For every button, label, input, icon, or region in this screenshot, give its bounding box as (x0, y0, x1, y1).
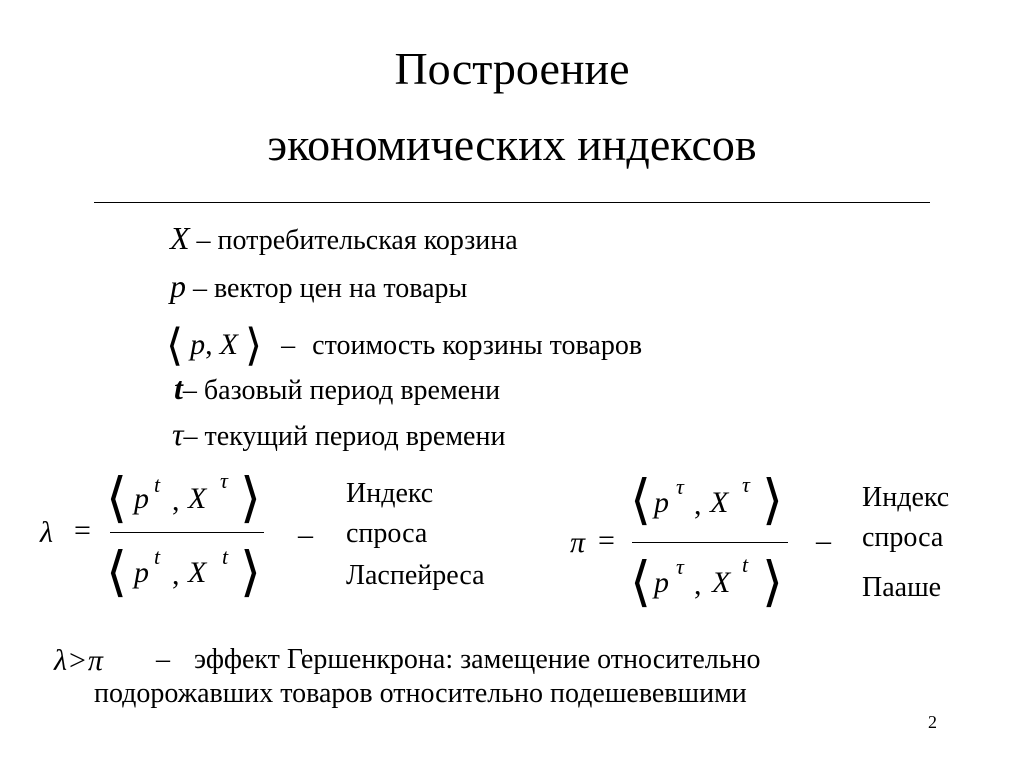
symbol-tau: τ (172, 416, 184, 452)
paasche-label-line1: Индекс (862, 482, 950, 513)
comma: , (172, 484, 180, 517)
angle-bracket-left: ⟨ (630, 470, 652, 530)
page-number: 2 (928, 712, 937, 732)
symbol-p: p (190, 328, 206, 361)
symbol-t: t (174, 370, 183, 406)
symbol-X: X (219, 328, 238, 361)
formula-dash: – (816, 524, 831, 557)
angle-bracket-left: ⟨ (630, 552, 652, 612)
symbol-pi: π (570, 526, 586, 559)
laspeyres-label-line3: Ласпейреса (346, 560, 485, 591)
symbol-pi: π (87, 644, 103, 677)
definition-dash: – (196, 225, 211, 256)
definition-text: стоимость корзины товаров (312, 330, 643, 361)
definition-text: базовый период времени (203, 375, 501, 406)
gerschenkron-inequality (54, 644, 103, 678)
denominator-p-superscript: t (154, 544, 161, 569)
definition-text: вектор цен на товары (214, 273, 468, 304)
numerator-X: X (710, 486, 729, 519)
formula-dash: – (298, 518, 313, 551)
denominator-X: X (712, 566, 731, 599)
definition-dash: – (182, 375, 197, 406)
denominator-X-superscript: t (742, 552, 749, 577)
definition-basket-cost (166, 318, 643, 370)
definition-dash: – (183, 421, 198, 452)
definition-dash: – (193, 273, 207, 304)
numerator-p-superscript: t (154, 472, 161, 497)
numerator-p-superscript: τ (676, 474, 684, 499)
denominator-X: X (188, 556, 207, 589)
numerator-X: X (188, 482, 207, 515)
angle-bracket-left: ⟨ (166, 321, 184, 370)
definition-basket (170, 222, 518, 255)
symbol-lambda: λ (40, 516, 53, 549)
equals-sign: = (74, 514, 91, 547)
numerator-X-superscript: τ (220, 468, 228, 493)
comma: , (205, 328, 213, 361)
angle-bracket-left: ⟨ (106, 468, 128, 528)
angle-bracket-right: ⟩ (762, 552, 784, 612)
numerator-p: p (654, 486, 669, 519)
angle-bracket-right: ⟩ (762, 470, 784, 530)
angle-bracket-right: ⟩ (240, 542, 262, 602)
numerator-p: p (134, 482, 149, 515)
conclusion-line2: подорожавших товаров относительно подешевевшими (94, 678, 747, 709)
conclusion-line1: эффект Гершенкрона: замещение относительно (194, 644, 761, 675)
definition-text: потребительская корзина (217, 225, 518, 256)
title-divider (94, 202, 930, 203)
equals-sign: = (598, 524, 615, 557)
slide-title-line2: экономических индексов (267, 119, 757, 170)
denominator-p: p (134, 556, 149, 589)
fraction-bar (632, 542, 788, 543)
definition-current-period (172, 418, 505, 451)
angle-bracket-left: ⟨ (106, 542, 128, 602)
slide-title-line1: Построение (394, 43, 630, 94)
denominator-p: p (654, 566, 669, 599)
definition-dash: – (281, 330, 296, 361)
definition-text: текущий период времени (204, 421, 506, 452)
fraction-bar (110, 532, 264, 533)
definition-base-period (174, 372, 500, 405)
comma: , (172, 558, 180, 591)
greater-than-sign: > (69, 644, 86, 677)
symbol-X: X (170, 220, 190, 256)
laspeyres-label-line1: Индекс (346, 478, 434, 509)
conclusion-dash: – (156, 644, 170, 675)
denominator-X-superscript: t (222, 544, 229, 569)
comma: , (694, 488, 702, 521)
paasche-label-line3: Пааше (862, 572, 942, 603)
denominator-p-superscript: τ (676, 554, 684, 579)
symbol-p: p (170, 268, 186, 304)
comma: , (694, 568, 702, 601)
angle-bracket-right: ⟩ (240, 468, 262, 528)
definition-price-vector (170, 270, 467, 303)
symbol-lambda: λ (54, 644, 67, 677)
laspeyres-label-line2: спроса (346, 518, 428, 549)
angle-bracket-right: ⟩ (245, 321, 263, 370)
numerator-X-superscript: τ (742, 472, 750, 497)
paasche-label-line2: спроса (862, 522, 944, 553)
